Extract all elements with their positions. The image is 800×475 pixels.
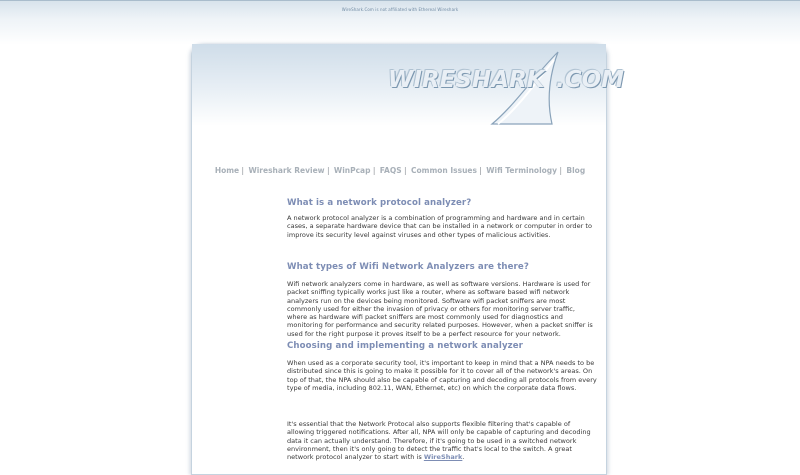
section-heading-wifi-analyzers: What types of Wifi Network Analyzers are there? [287,262,529,272]
nav-separator: | [372,166,376,175]
nav-winpcap[interactable]: WinPcap [333,166,371,175]
nav-home[interactable]: Home [214,166,240,175]
section-body-protocol-analyzer: A network protocol analyzer is a combination of programming and hardware and in certain cases, a separate hardware device that can be installed in a network or computer in order to improve its security level against viruses and other types of malicious activities. [287,214,592,239]
logo-wordmark: WIRESHARK [388,67,545,93]
section-body-wifi-analyzers: Wifi network analyzers come in hardware, as well as software versions. Hardware is used for packet sniffing typically works just like a router, where as software based wifi network analyzers run on the devices being monitored. Software wifi packet sniffers are most commonly used for either the invasion of privacy or others for monitoring server traffic, where as hardware wifi packet sniffers are most commonly used for diagnostics and monitoring for performance and security related purposes. However, when a packet sniffer is used for the right purpose it proves itself to be a perfect resource for your network. [287,280,593,338]
site-logo[interactable] [388,66,625,126]
section-heading-choosing: Choosing and implementing a network analyzer [287,341,524,351]
nav-wireshark-review[interactable]: Wireshark Review [248,166,325,175]
nav-blog[interactable]: Blog [566,166,586,175]
section-body-filtering [287,420,597,461]
main-nav [0,166,800,175]
section-heading-protocol-analyzer: What is a network protocol analyzer? [287,198,472,208]
nav-wifi-terminology[interactable]: Wifi Terminology [486,166,558,175]
filtering-end: . [462,453,465,462]
nav-separator: | [404,166,407,175]
nav-separator: | [241,166,245,175]
nav-separator: | [327,166,330,175]
nav-separator: | [559,166,562,175]
nav-separator: | [479,166,482,175]
affiliation-disclaimer: WireShark.Com is not affiliated with Ethereal Wireshark [341,7,459,12]
filtering-text: It's essential that the Network Protocal also supports flexible filtering that's capable of allowing triggered notifications. After all, NPA will only be capable of capturing and decoding data it can actually understand. Therefore, if it's going to be used in a switched network environment, then it's only going to detect the traffic that's local to the switch. A great network protocol analyzer to start with is [287,420,591,462]
nav-faqs[interactable]: FAQS [379,166,402,175]
page-frame [191,44,625,475]
section-body-choosing: When used as a corporate security tool, it's important to keep in mind that a NPA needs to be distributed since this is going to make it possible for it to cover all of the network's areas. On top of that, the NPA should also be capable of capturing and decoding all protocols from every type of media, including 802.11, WAN, Ethernet, etc) on which the corporate data flows. [287,359,597,392]
nav-common-issues[interactable]: Common Issues [410,166,477,175]
wireshark-link[interactable]: WireShark [423,453,463,462]
logo-domain: .COM [556,67,625,93]
